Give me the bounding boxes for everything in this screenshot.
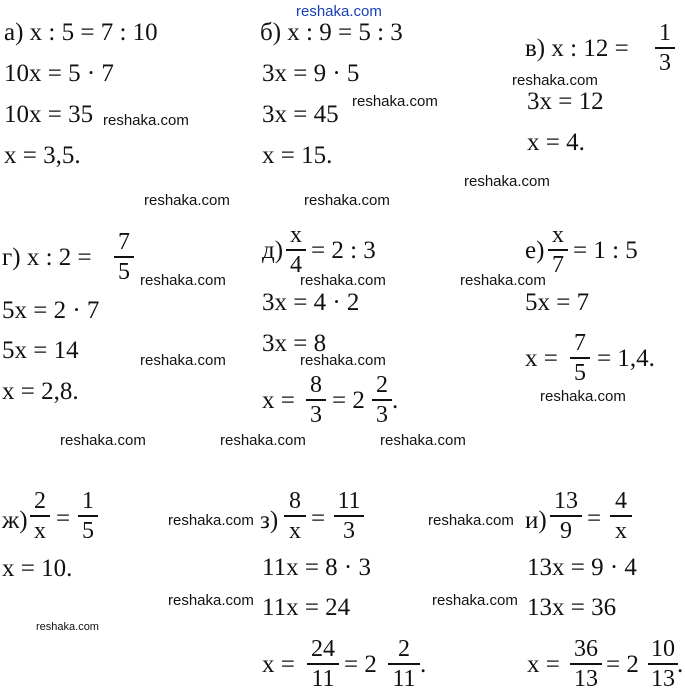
problem-i-result-fraction xyxy=(570,636,602,692)
fraction-numerator: 7 xyxy=(574,330,586,356)
fraction-bar xyxy=(648,663,678,665)
watermark: reshaka.com xyxy=(60,432,146,449)
fraction-bar xyxy=(550,515,582,517)
fraction-denominator: 13 xyxy=(574,665,598,692)
problem-e-step-1: 5x = 7 xyxy=(525,289,590,316)
problem-e-fraction xyxy=(548,222,568,278)
problem-z-step-1: 11x = 8 · 3 xyxy=(262,554,371,581)
problem-i-equals: = xyxy=(587,505,602,532)
watermark: reshaka.com xyxy=(380,432,466,449)
problem-v-equation-left: в) x : 12 = xyxy=(525,35,629,62)
problem-e-equation-right: = 1 : 5 xyxy=(573,237,638,264)
problem-e-result-fraction xyxy=(570,330,590,386)
problem-zh-left-fraction xyxy=(30,488,50,544)
problem-v-fraction xyxy=(655,20,675,76)
watermark: reshaka.com xyxy=(220,432,306,449)
watermark: reshaka.com xyxy=(460,272,546,289)
problem-zh-step-1: x = 10. xyxy=(2,555,73,582)
fraction-denominator: x xyxy=(289,517,301,544)
fraction-bar xyxy=(655,47,675,49)
watermark: reshaka.com xyxy=(144,192,230,209)
problem-z-right-fraction xyxy=(334,488,364,544)
problem-i-step-3-left: x = xyxy=(527,651,560,678)
problem-zh-equals: = xyxy=(56,505,71,532)
watermark-small: reshaka.com xyxy=(36,621,99,633)
watermark-top: reshaka.com xyxy=(296,3,382,20)
problem-a-equation: а) x : 5 = 7 : 10 xyxy=(4,19,158,46)
problem-i-right-fraction xyxy=(610,488,632,544)
fraction-numerator: 1 xyxy=(659,20,671,46)
problem-a-step-3: x = 3,5. xyxy=(4,142,81,169)
fraction-numerator: 2 xyxy=(398,636,410,662)
fraction-numerator: 24 xyxy=(311,636,335,662)
fraction-bar xyxy=(610,515,632,517)
fraction-numerator: 8 xyxy=(289,488,301,514)
fraction-denominator: 3 xyxy=(343,517,355,544)
fraction-numerator: 8 xyxy=(310,372,322,398)
watermark: reshaka.com xyxy=(432,592,518,609)
problem-g-equation-left: г) x : 2 = xyxy=(2,244,92,271)
watermark: reshaka.com xyxy=(428,512,514,529)
watermark: reshaka.com xyxy=(168,592,254,609)
fraction-denominator: x xyxy=(615,517,627,544)
fraction-bar xyxy=(570,357,590,359)
problem-g-step-2: 5x = 14 xyxy=(2,337,79,364)
problem-d-result-fraction xyxy=(306,372,326,428)
problem-d-step-2: 3x = 8 xyxy=(262,330,327,357)
problem-i-step-1: 13x = 9 · 4 xyxy=(527,554,637,581)
problem-v-step-1: 3x = 12 xyxy=(527,88,604,115)
fraction-numerator: 7 xyxy=(118,229,130,255)
fraction-denominator: 7 xyxy=(552,251,564,278)
problem-d-fraction xyxy=(286,222,306,278)
problem-z-step-2: 11x = 24 xyxy=(262,594,351,621)
watermark: reshaka.com xyxy=(352,93,438,110)
fraction-numerator: 1 xyxy=(82,488,94,514)
problem-d-mixed-fraction xyxy=(372,372,392,428)
problem-z-mixed-fraction xyxy=(388,636,420,692)
watermark: reshaka.com xyxy=(103,112,189,129)
problem-e-step-2-right: = 1,4. xyxy=(597,345,655,372)
problem-g-fraction xyxy=(114,229,134,285)
problem-e-step-2-left: x = xyxy=(525,345,558,372)
problem-z-result-fraction xyxy=(307,636,339,692)
problem-b-step-1: 3x = 9 · 5 xyxy=(262,60,360,87)
problem-d-step-1: 3x = 4 · 2 xyxy=(262,289,360,316)
problem-b-equation: б) x : 9 = 5 : 3 xyxy=(260,19,403,46)
fraction-bar xyxy=(570,663,602,665)
problem-z-step-3-mid: = 2 xyxy=(344,651,377,678)
problem-z-label: з) xyxy=(260,507,279,534)
fraction-bar xyxy=(114,256,134,258)
problem-i-step-3-end: . xyxy=(677,651,684,678)
problem-i-mixed-fraction xyxy=(648,636,678,692)
fraction-bar xyxy=(78,515,98,517)
problem-d-equation-right: = 2 : 3 xyxy=(311,237,376,264)
problem-d-label: д) xyxy=(262,237,284,264)
fraction-numerator: 10 xyxy=(651,636,675,662)
fraction-bar xyxy=(548,249,568,251)
problem-z-left-fraction xyxy=(284,488,306,544)
problem-i-step-3-mid: = 2 xyxy=(606,651,639,678)
fraction-bar xyxy=(372,399,392,401)
fraction-numerator: x xyxy=(552,222,564,248)
watermark: reshaka.com xyxy=(304,192,390,209)
fraction-denominator: x xyxy=(34,517,46,544)
watermark: reshaka.com xyxy=(300,352,386,369)
fraction-denominator: 9 xyxy=(560,517,572,544)
problem-z-equals: = xyxy=(311,505,326,532)
fraction-denominator: 3 xyxy=(310,401,322,428)
fraction-denominator: 13 xyxy=(651,665,675,692)
problem-z-step-3-end: . xyxy=(420,651,427,678)
fraction-bar xyxy=(30,515,50,517)
fraction-numerator: 2 xyxy=(34,488,46,514)
problem-d-step-3-end: . xyxy=(392,387,399,414)
fraction-numerator: 4 xyxy=(615,488,627,514)
watermark: reshaka.com xyxy=(512,72,598,89)
problem-v-step-2: x = 4. xyxy=(527,129,585,156)
watermark: reshaka.com xyxy=(140,272,226,289)
watermark: reshaka.com xyxy=(464,173,550,190)
fraction-bar xyxy=(334,515,364,517)
fraction-denominator: 3 xyxy=(659,49,671,76)
watermark: reshaka.com xyxy=(140,352,226,369)
problem-b-step-2: 3x = 45 xyxy=(262,101,339,128)
problem-zh-right-fraction xyxy=(78,488,98,544)
problem-g-step-1: 5x = 2 · 7 xyxy=(2,297,100,324)
problem-i-left-fraction xyxy=(550,488,582,544)
fraction-denominator: 3 xyxy=(376,401,388,428)
fraction-denominator: 5 xyxy=(82,517,94,544)
problem-i-step-2: 13x = 36 xyxy=(527,594,617,621)
fraction-bar xyxy=(388,663,420,665)
watermark: reshaka.com xyxy=(300,272,386,289)
problem-a-step-1: 10x = 5 · 7 xyxy=(4,60,114,87)
problem-zh-label: ж) xyxy=(2,507,28,534)
fraction-numerator: 36 xyxy=(574,636,598,662)
problem-e-label: е) xyxy=(525,237,545,264)
fraction-bar xyxy=(306,399,326,401)
problem-z-step-3-left: x = xyxy=(262,651,295,678)
fraction-denominator: 11 xyxy=(311,665,335,692)
fraction-bar xyxy=(286,249,306,251)
fraction-numerator: x xyxy=(290,222,302,248)
watermark: reshaka.com xyxy=(168,512,254,529)
fraction-denominator: 5 xyxy=(574,359,586,386)
fraction-denominator: 5 xyxy=(118,258,130,285)
fraction-numerator: 2 xyxy=(376,372,388,398)
fraction-denominator: 11 xyxy=(392,665,416,692)
fraction-bar xyxy=(307,663,339,665)
problem-a-step-2: 10x = 35 xyxy=(4,101,94,128)
problem-d-step-3-mid: = 2 xyxy=(332,387,365,414)
problem-d-step-3-left: x = xyxy=(262,387,295,414)
problem-g-step-3: x = 2,8. xyxy=(2,378,79,405)
fraction-numerator: 11 xyxy=(337,488,361,514)
problem-i-label: и) xyxy=(525,507,547,534)
problem-b-step-3: x = 15. xyxy=(262,142,333,169)
fraction-denominator: 4 xyxy=(290,251,302,278)
watermark: reshaka.com xyxy=(540,388,626,405)
fraction-bar xyxy=(284,515,306,517)
fraction-numerator: 13 xyxy=(554,488,578,514)
